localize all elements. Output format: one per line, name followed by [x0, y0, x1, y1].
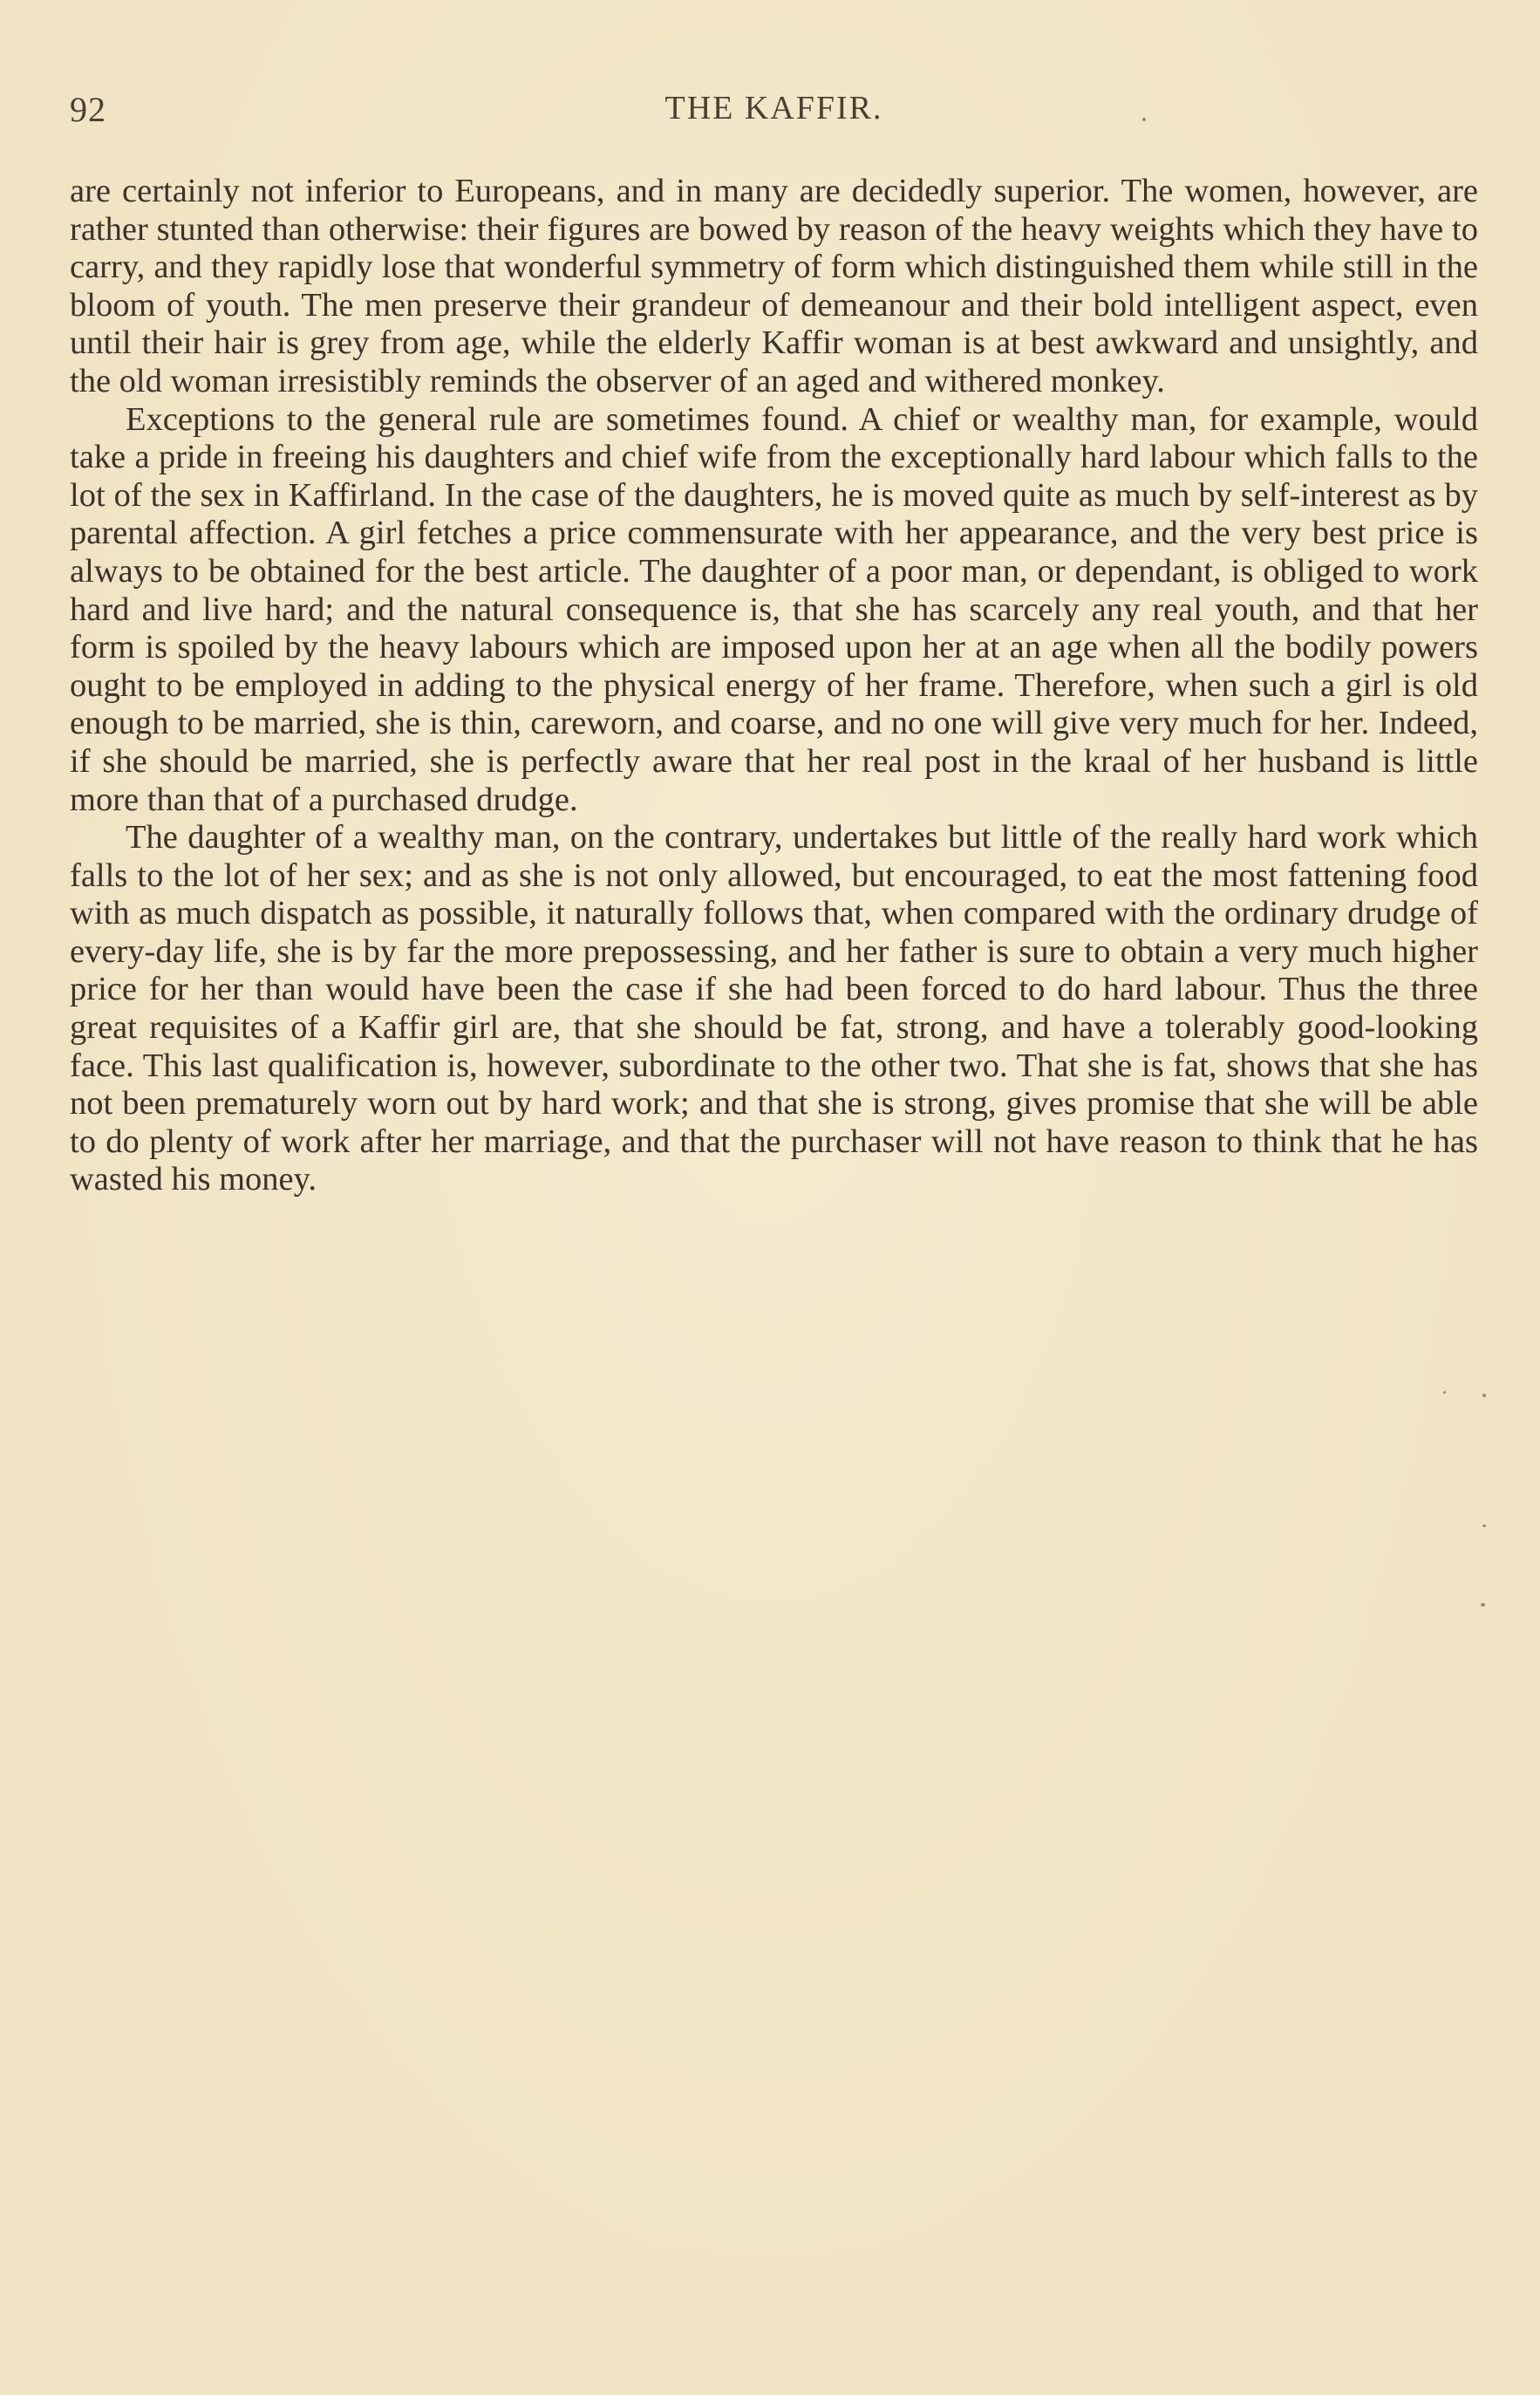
body-text	[70, 173, 1478, 1199]
paragraph-2: Exceptions to the general rule are sometimes found. A chief or wealthy man, for example, would take a pride in freeing his daughters and chief wife from the exceptionally hard labour which falls to the lot of the sex in Kaffirland. In the case of the daughters, he is moved quite as much by self-interest as by parental affection. A girl fetches a price commensurate with her appearance, and the very best price is always to be obtained for the best article. The daughter of a poor man, or dependant, is obliged to work hard and live hard; and the natural consequence is, that she has scarcely any real youth, and that her form is spoiled by the heavy labours which are imposed upon her at an age when all the bodily powers ought to be employed in adding to the physical energy of her frame. Therefore, when such a girl is old enough to be married, she is thin, careworn, and coarse, and no one will give very much for her. Indeed, if she should be married, she is perfectly aware that her real post in the kraal of her husband is little more than that of a purchased drudge.	[70, 400, 1478, 818]
paragraph-1: are certainly not inferior to Europeans, and in many are decidedly superior. The women, however, are rather stunted than otherwise: their figures are bowed by reason of the heavy weights which they have to carry, and they rapidly lose that wonderful symmetry of form which distinguished them while still in the bloom of youth. The men preserve their grandeur of demeanour and their bold intelligent aspect, even until their hair is grey from age, while the elderly Kaffir woman is at best awkward and unsightly, and the old woman irresistibly reminds the observer of an aged and withered monkey.	[70, 173, 1478, 399]
page-number: 92	[70, 90, 106, 129]
paragraph-3: The daughter of a wealthy man, on the contrary, undertakes but little of the really hard work which falls to the lot of her sex; and as she is not only allowed, but encouraged, to eat the most fattening food with as much dispatch as possible, it naturally follows that, when compared with the ordinary drudge of every-day life, she is by far the more prepossessing, and her father is sure to obtain a very much higher price for her than would have been the case if she had been forced to do hard labour. Thus the three great requisites of a Kaffir girl are, that she should be fat, strong, and have a tolerably good-looking face. This last qualification is, however, subordinate to the other two. That she is fat, shows that she has not been prematurely worn out by hard work; and that she is strong, gives promise that she will be able to do plenty of work after her marriage, and that the purchaser will not have reason to think that he has wasted his money.	[70, 819, 1478, 1198]
paper-speck	[1481, 1603, 1485, 1607]
running-head	[70, 89, 1478, 133]
paper-speck	[1482, 1525, 1486, 1527]
running-title: THE KAFFIR.	[664, 90, 883, 126]
paper-speck	[1482, 1394, 1486, 1397]
paper-speck	[1142, 118, 1146, 121]
paper-speck	[1443, 1391, 1446, 1394]
